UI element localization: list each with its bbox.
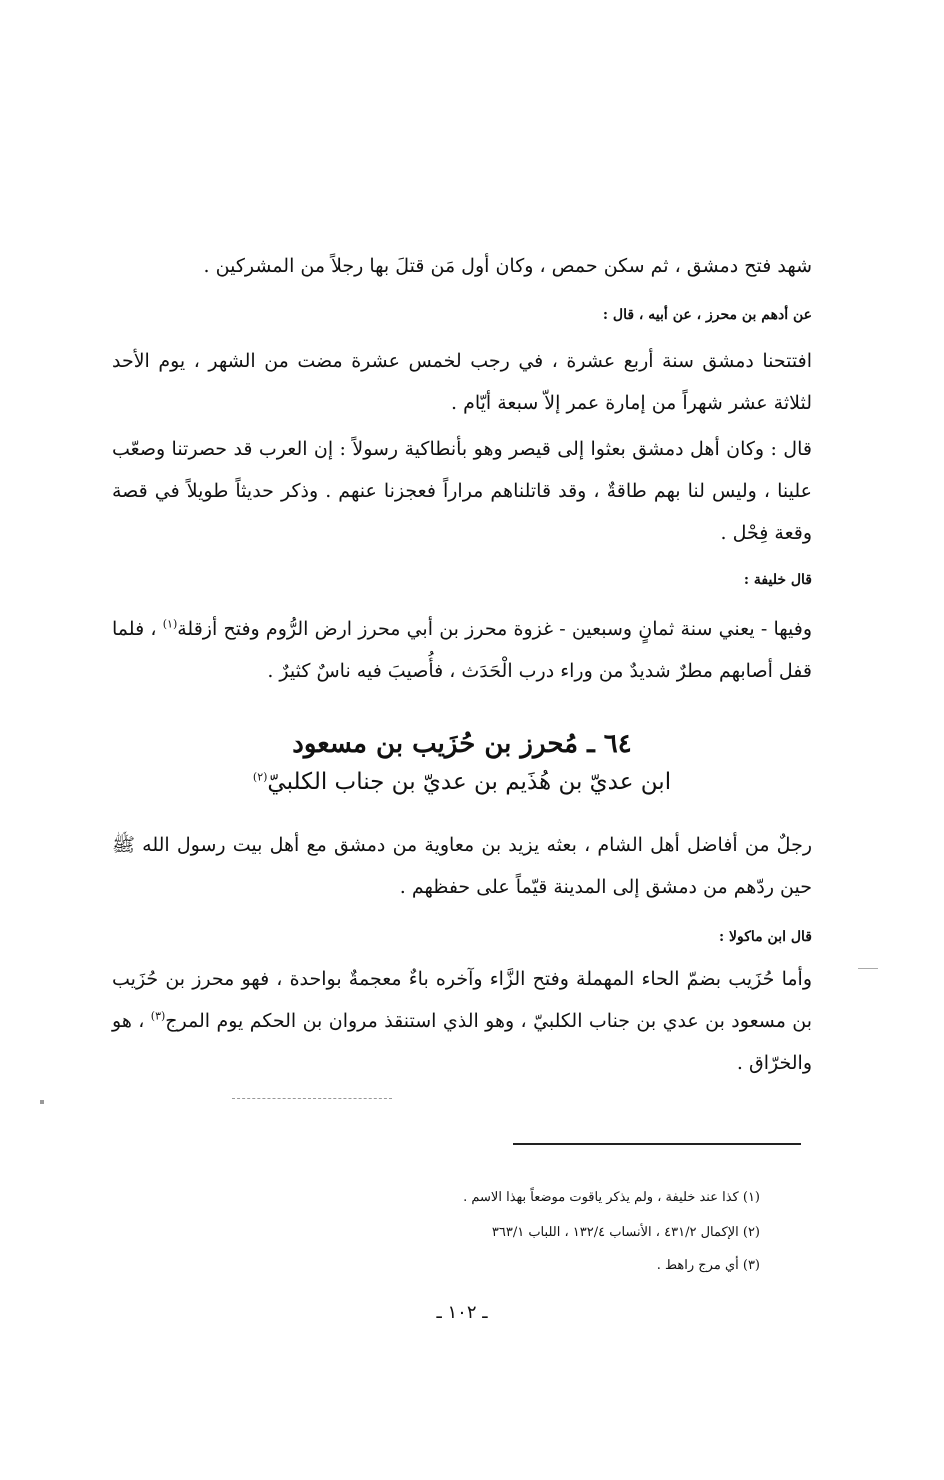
paragraph-4-text-a: وفيها - يعني سنة ثمانٍ وسبعين - غزوة محرز بن أبي محرز ارض الرُّوم وفتح أزقلة (177, 618, 812, 640)
paragraph-6 (112, 958, 812, 1084)
footnote-1: (١) كذا عند خليفة ، ولم يذكر ياقوت موضعاً بهذا الاسم . (463, 1190, 760, 1205)
footnote-ref-1: (١) (162, 617, 178, 631)
scan-artifact-dot (40, 1100, 44, 1104)
paragraph-4-text-b: ، فلما قفل أصابهم مطرٌ شديدٌ من وراء درب الْحَدَث ، فأُصيبَ فيه ناسٌ كثيرٌ . (112, 618, 812, 682)
footnote-2: (٢) الإكمال ٤٣١/٢ ، الأنساب ١٣٢/٤ ، اللباب ٣٦٣/١ (491, 1225, 760, 1240)
paragraph-4 (112, 608, 812, 692)
paragraph-1: شهد فتح دمشق ، ثم سكن حمص ، وكان أول مَن قتلَ بها رجلاً من المشركين . (203, 255, 812, 277)
narration-chain-3: قال ابن ماكولا : (718, 929, 812, 945)
biography-heading: ٦٤ ـ مُحرز بن حُزَيب بن مسعود (292, 729, 632, 759)
scan-artifact-mark (858, 968, 878, 969)
paragraph-5: رجلٌ من أفاضل أهل الشام ، بعثه يزيد بن معاوية من دمشق مع أهل بيت رسول الله ﷺ حين ردّهم من دمشق إلى المدينة قيّماً على حفظهم . (112, 834, 812, 898)
page-number: ـ ١٠٢ ـ (436, 1302, 488, 1323)
subheading-text: ابن عديّ بن هُذَيم بن عديّ بن جناب الكلبيّ (267, 769, 672, 795)
paragraph-6-text-b: ، هو والخرّاق . (112, 1010, 812, 1074)
paragraph-3: قال : وكان أهل دمشق بعثوا إلى قيصر وهو بأنطاكية رسولاً : إن العرب قد حصرتنا وصعّب علينا ، وليس لنا بهم طاقةٌ ، وقد قاتلناهم مراراً فعجزنا عنهم . وذكر حديثاً طويلاً في قصة وقعة فِحْل . (112, 438, 812, 544)
footnote-ref-2: (٢) (252, 770, 268, 784)
scan-artifact-dashes (232, 1098, 392, 1099)
footnote-separator (513, 1143, 801, 1145)
biography-subheading (112, 762, 812, 802)
narration-chain-1: عن أدهم بن محرز ، عن أبيه ، قال : (602, 307, 812, 323)
paragraph-6-text-a: وأما حُزَيب بضمّ الحاء المهملة وفتح الزَّاء وآخره باءٌ معجمةٌ بواحدة ، فهو محرز بن حُزَيب بن مسعود بن عدي بن جناب الكلبيّ ، وهو الذي استنقذ مروان بن الحكم يوم المرج (112, 968, 813, 1032)
footnote-3: (٣) أي مرج راهط . (656, 1258, 760, 1273)
narration-chain-2: قال خليفة : (743, 572, 812, 588)
footnote-ref-3: (٣) (150, 1009, 166, 1023)
paragraph-2: افتتحنا دمشق سنة أربع عشرة ، في رجب لخمس عشرة مضت من الشهر ، يوم الأحد لثلاثة عشر شهراً من إمارة عمر إلاّ سبعة أيّام . (112, 350, 812, 414)
